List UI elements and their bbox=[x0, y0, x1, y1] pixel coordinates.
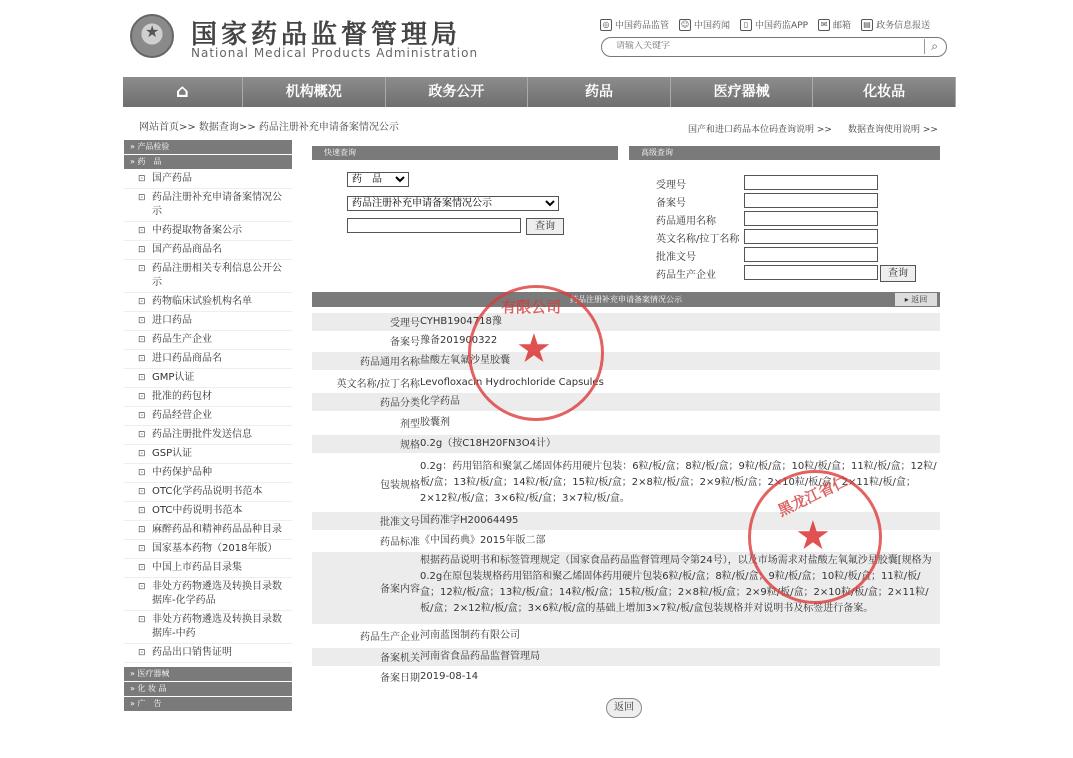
quick-search-title: 快速查询 bbox=[312, 146, 618, 160]
sidebar-head-drug[interactable]: » 药 品 bbox=[124, 155, 292, 169]
sidebar-item[interactable]: ⊡ 药物临床试验机构名单 bbox=[124, 293, 292, 312]
top-link-app[interactable]: ▯ 中国药监APP bbox=[740, 18, 808, 31]
sidebar-item[interactable]: ⊡ 中国上市药品目录集 bbox=[124, 559, 292, 578]
result-row bbox=[312, 352, 940, 370]
sidebar-head-inspection[interactable]: » 产品检验 bbox=[124, 140, 292, 154]
sidebar-item[interactable]: ⊡ 药品经营企业 bbox=[124, 407, 292, 426]
link-data-query-guide[interactable]: 数据查询使用说明 >> bbox=[847, 125, 938, 135]
sidebar-item[interactable]: ⊡ 药品出口销售证明 bbox=[124, 644, 292, 663]
result-row-label: 英文名称/拉丁名称 bbox=[336, 379, 420, 390]
result-row-label: 药品分类 bbox=[380, 398, 420, 409]
result-row-label: 剂型 bbox=[400, 419, 420, 430]
category-select[interactable] bbox=[347, 172, 409, 187]
report-icon: ▤ bbox=[861, 19, 873, 31]
site-name-en: National Medical Products Administration bbox=[191, 46, 479, 60]
weibo-icon: ◎ bbox=[600, 19, 612, 31]
adv-label-approval-no: 批准文号 bbox=[656, 252, 696, 263]
sidebar-item[interactable]: ⊡ 国产药品 bbox=[124, 170, 292, 189]
mail-icon: ✉ bbox=[818, 19, 830, 31]
crumb-links bbox=[688, 122, 938, 135]
adv-input-generic-name[interactable] bbox=[744, 211, 878, 226]
result-row-value: 根据药品说明书和标签管理规定（国家食品药品监督管理局令第24号），以及市场需求对盐酸左氧氟沙星胶囊[规格为0.2g在原包装规格药用铝箔和聚乙烯固体药用硬片包装6粒/板/盒；8粒/板/盒；9粒/板/盒；10粒/板/盒；11粒/板/盒；12粒/板/盒；13粒/板/盒；14粒/板/盒；15粒/板/盒；2×8粒/板/盒；2×9粒/板/盒；2×10粒/板/盒；2×11粒/板/盒；2×12粒/板/盒；3×6粒/板/盒的基础上增加3×7粒/板/盒包装规格并对说明书及标签进行备案。 bbox=[420, 555, 932, 614]
top-link-mail[interactable]: ✉ 邮箱 bbox=[818, 18, 851, 31]
result-row-label: 药品通用名称 bbox=[360, 357, 420, 368]
result-row bbox=[312, 393, 940, 411]
result-row-value: 《中国药典》2015年版二部 bbox=[420, 535, 546, 546]
sidebar-head-cosmetic[interactable]: » 化 妆 品 bbox=[124, 682, 292, 696]
sidebar-item[interactable]: ⊡ 国产药品商品名 bbox=[124, 241, 292, 260]
result-row bbox=[312, 435, 940, 453]
result-row-label: 备案内容 bbox=[380, 584, 420, 595]
result-back-small-button[interactable]: ▸ 返回 bbox=[895, 293, 937, 306]
result-row-label: 受理号 bbox=[390, 318, 420, 329]
sidebar-item[interactable]: ⊡ 药品注册相关专利信息公开公示 bbox=[124, 260, 292, 293]
wechat-icon: ☺ bbox=[680, 19, 690, 29]
top-link-report[interactable]: ▤ 政务信息报送 bbox=[861, 18, 930, 31]
result-row-value: 2019-08-14 bbox=[420, 671, 479, 682]
adv-input-record-no[interactable] bbox=[744, 193, 878, 208]
back-button[interactable]: 返回 bbox=[606, 698, 642, 718]
database-select[interactable] bbox=[347, 196, 559, 211]
result-row-value: 胶囊剂 bbox=[420, 417, 450, 428]
sidebar-head-device[interactable]: » 医疗器械 bbox=[124, 667, 292, 681]
result-row-value: 国药准字H20064495 bbox=[420, 515, 519, 526]
sidebar-item[interactable]: ⊡ 进口药品商品名 bbox=[124, 350, 292, 369]
seal-star-icon-2: ★ bbox=[795, 513, 831, 559]
result-row-value: 0.2g（按C18H20FN3O4计） bbox=[420, 438, 557, 449]
site-search bbox=[601, 37, 947, 57]
result-row-label: 备案日期 bbox=[380, 673, 420, 684]
adv-label-generic-name: 药品通用名称 bbox=[656, 216, 716, 227]
result-row bbox=[312, 414, 940, 432]
nav-home[interactable] bbox=[123, 77, 243, 107]
nav-item-drug[interactable]: 药品 bbox=[528, 77, 671, 107]
sidebar-item[interactable]: ⊡ 药品生产企业 bbox=[124, 331, 292, 350]
result-row-label: 药品生产企业 bbox=[360, 632, 420, 643]
adv-input-approval-no[interactable] bbox=[744, 247, 878, 262]
sidebar-item[interactable]: ⊡ 非处方药物遴选及转换目录数据库-中药 bbox=[124, 611, 292, 644]
adv-input-accept-no[interactable] bbox=[744, 175, 878, 190]
result-row bbox=[312, 627, 940, 645]
breadcrumb[interactable]: 网站首页>> 数据查询>> 药品注册补充申请备案情况公示 bbox=[139, 122, 399, 133]
result-row bbox=[312, 648, 940, 666]
home-icon: ⌂ bbox=[176, 81, 189, 102]
sidebar bbox=[124, 140, 292, 725]
sidebar-item[interactable]: ⊡ 药品注册补充申请备案情况公示 bbox=[124, 189, 292, 222]
sidebar-item[interactable]: ⊡ 中药保护品种 bbox=[124, 464, 292, 483]
adv-input-english-name[interactable] bbox=[744, 229, 878, 244]
adv-label-record-no: 备案号 bbox=[656, 198, 686, 209]
sidebar-item[interactable]: ⊡ 中药提取物备案公示 bbox=[124, 222, 292, 241]
nav-item-device[interactable]: 医疗器械 bbox=[671, 77, 814, 107]
search-icon[interactable]: ⌕ bbox=[924, 39, 938, 54]
top-link-weibo[interactable]: ◎ 中国药品监管 bbox=[600, 18, 669, 31]
seal-star-icon: ★ bbox=[516, 326, 552, 372]
result-row-label: 包装规格 bbox=[380, 480, 420, 491]
result-row bbox=[312, 313, 940, 331]
seal-text: 有限公司 bbox=[501, 298, 562, 316]
top-links bbox=[600, 18, 930, 31]
result-row-label: 备案机关 bbox=[380, 653, 420, 664]
sidebar-item[interactable]: ⊡ OTC化学药品说明书范本 bbox=[124, 483, 292, 502]
adv-input-manufacturer[interactable] bbox=[744, 265, 878, 280]
province-seal-stamp bbox=[748, 470, 882, 604]
result-row-value: Levofloxacin Hydrochloride Capsules bbox=[420, 377, 604, 388]
search-input[interactable] bbox=[616, 41, 916, 51]
sidebar-item[interactable]: ⊡ 非处方药物遴选及转换目录数据库-化学药品 bbox=[124, 578, 292, 611]
result-row-value: 0.2g：药用铝箔和聚氯乙烯固体药用硬片包装：6粒/板/盒；8粒/板/盒；9粒/板/盒；10粒/板/盒；11粒/板/盒；12粒/板/盒；13粒/板/盒；14粒/板/盒；15粒/板/盒；2×8粒/板/盒；2×9粒/板/盒；2×10粒/板/盒；2×11粒/板/盒；2×12粒/板/盒；3×6粒/板/盒；3×7粒/板/盒。 bbox=[420, 461, 937, 504]
quick-search-input[interactable] bbox=[347, 218, 521, 233]
result-row-value: 河南蓝图制药有限公司 bbox=[420, 630, 520, 641]
result-row bbox=[312, 668, 940, 686]
nav-item-gov[interactable]: 政务公开 bbox=[386, 77, 529, 107]
result-row bbox=[312, 374, 940, 392]
result-row-value: 盐酸左氧氟沙星胶囊 bbox=[420, 355, 510, 366]
link-code-query-guide[interactable]: 国产和进口药品本位码查询说明 >> bbox=[688, 125, 832, 135]
sidebar-item[interactable]: ⊡ 麻醉药品和精神药品品种目录 bbox=[124, 521, 292, 540]
result-row bbox=[312, 332, 940, 350]
sidebar-item[interactable]: ⊡ 批准的药包材 bbox=[124, 388, 292, 407]
adv-label-accept-no: 受理号 bbox=[656, 180, 686, 191]
sidebar-item[interactable]: ⊡ OTC中药说明书范本 bbox=[124, 502, 292, 521]
adv-search-button[interactable]: 查询 bbox=[880, 265, 916, 282]
phone-icon: ▯ bbox=[740, 19, 752, 31]
sidebar-head-ads[interactable]: » 广 告 bbox=[124, 697, 292, 711]
result-row-value: 豫备201900322 bbox=[420, 335, 498, 346]
result-row-value: CYHB1904718豫 bbox=[420, 316, 502, 327]
seal-text-2: 黑龙江省仁 bbox=[774, 471, 851, 520]
result-row-value: 河南省食品药品监督管理局 bbox=[420, 651, 540, 662]
result-row-label: 药品标准 bbox=[380, 537, 420, 548]
sidebar-item[interactable]: ⊡ GMP认证 bbox=[124, 369, 292, 388]
adv-label-english-name: 英文名称/拉丁名称 bbox=[656, 234, 740, 245]
result-row-label: 规格 bbox=[400, 440, 420, 451]
result-row-value: 化学药品 bbox=[420, 396, 460, 407]
sidebar-item[interactable]: ⊡ 国家基本药物（2018年版） bbox=[124, 540, 292, 559]
nav-item-cosmetic[interactable]: 化妆品 bbox=[813, 77, 956, 107]
result-row-label: 备案号 bbox=[390, 337, 420, 348]
sidebar-item[interactable]: ⊡ 药品注册批件发送信息 bbox=[124, 426, 292, 445]
sidebar-item[interactable]: ⊡ GSP认证 bbox=[124, 445, 292, 464]
national-emblem-logo bbox=[130, 14, 174, 58]
top-link-wechat[interactable]: ☺ 中国药闻 bbox=[680, 19, 731, 31]
company-seal-stamp bbox=[468, 285, 604, 421]
nav-item-org[interactable]: 机构概况 bbox=[243, 77, 386, 107]
result-title: 药品注册补充申请备案情况公示 bbox=[312, 292, 940, 307]
quick-search-button[interactable]: 查询 bbox=[526, 218, 564, 235]
main-nav bbox=[123, 77, 956, 107]
adv-label-manufacturer: 药品生产企业 bbox=[656, 270, 716, 281]
result-row-label: 批准文号 bbox=[380, 517, 420, 528]
adv-search-title: 高级查询 bbox=[629, 146, 940, 160]
site-name-cn: 国家药品监督管理局 bbox=[191, 20, 462, 50]
sidebar-item[interactable]: ⊡ 进口药品 bbox=[124, 312, 292, 331]
